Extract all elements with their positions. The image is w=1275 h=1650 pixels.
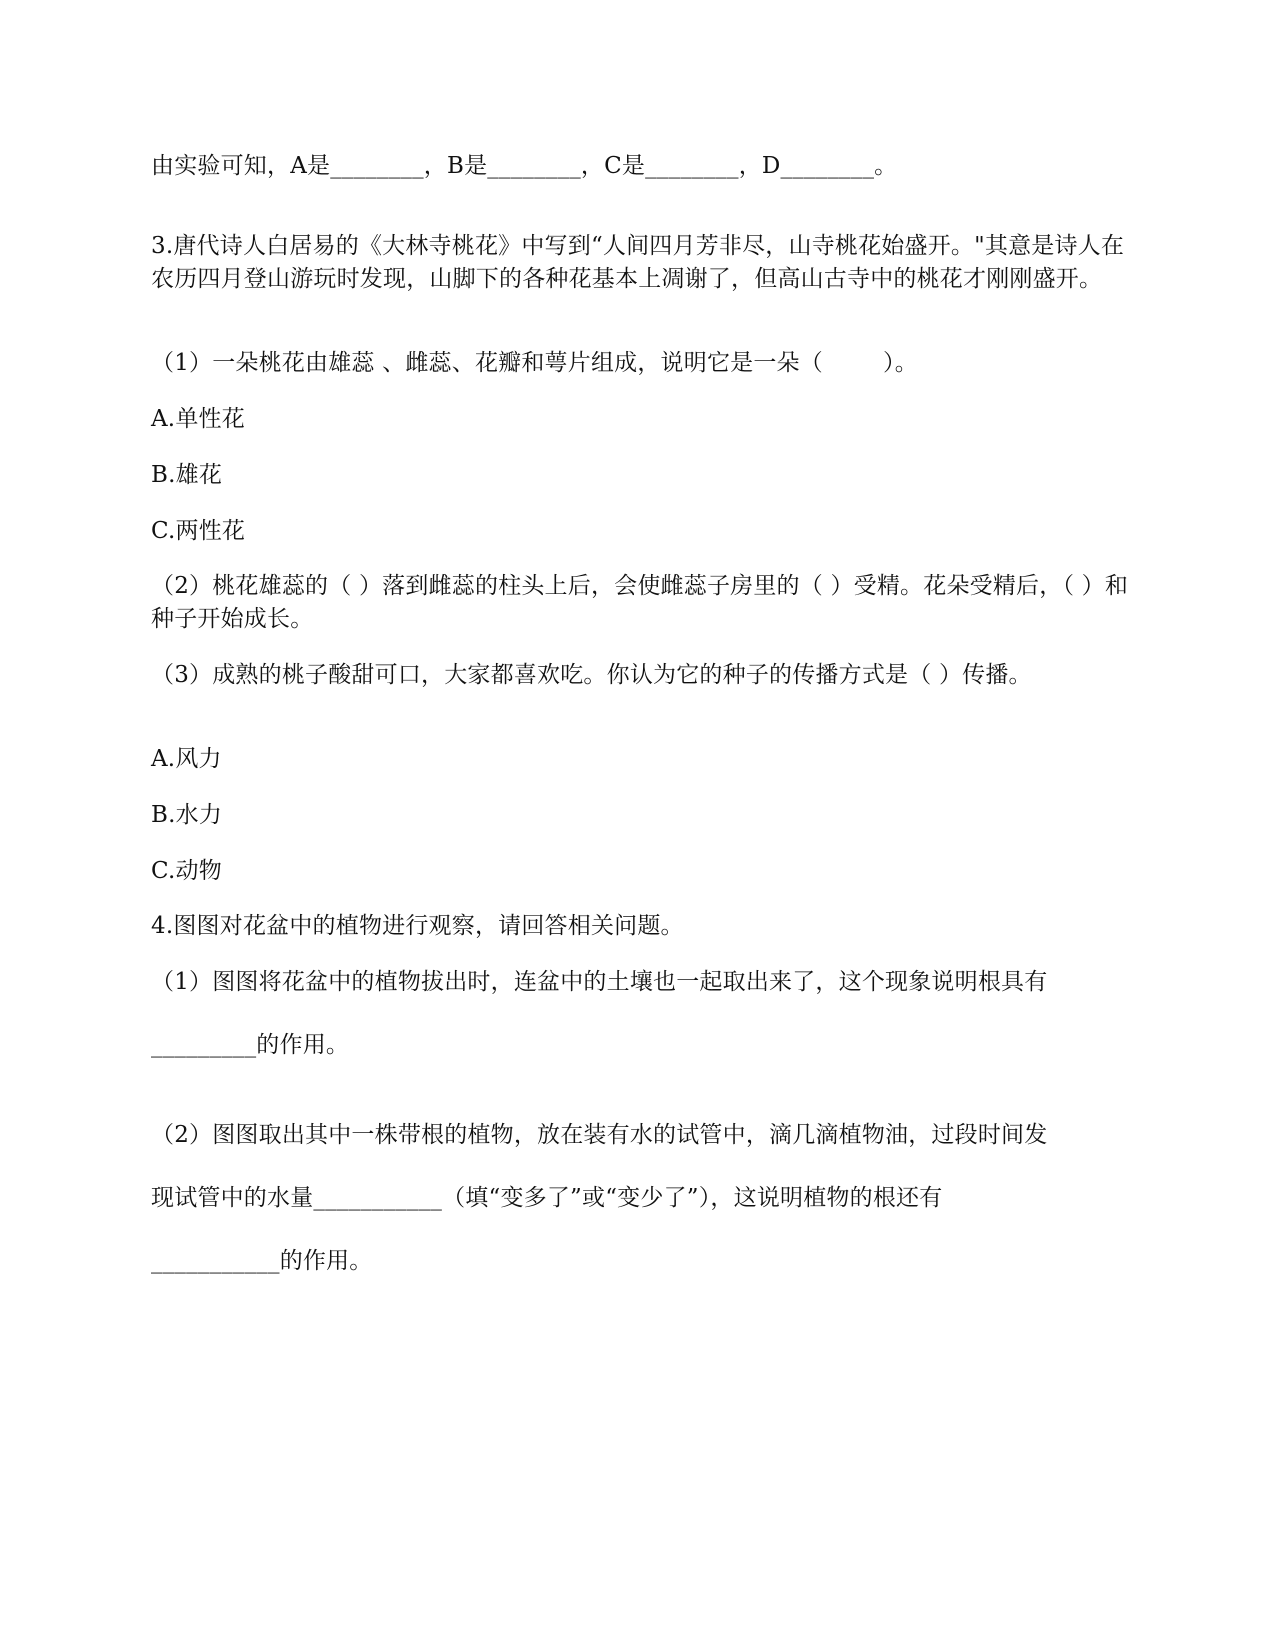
- q3-part3-option-a: A.风力: [151, 746, 222, 772]
- q3-part1-question: （1）一朵桃花由雄蕊 、雌蕊、花瓣和萼片组成，说明它是一朵（ ）。: [151, 350, 918, 376]
- q3-part2-question: （2）桃花雄蕊的（ ）落到雌蕊的柱头上后，会使雌蕊子房里的（ ）受精。花朵受精后，（ ）和种子开始成长。: [151, 573, 1129, 632]
- q3-part1-option-b: B.雄花: [151, 462, 223, 488]
- q2-conclusion-line: 由实验可知，A是________，B是________，C是________，D________。: [151, 153, 898, 179]
- q3-part3-option-c: C.动物: [151, 858, 222, 884]
- q4-part2-line1: （2）图图取出其中一株带根的植物，放在装有水的试管中，滴几滴植物油，过段时间发: [151, 1122, 1048, 1148]
- q3-part1-option-a: A.单性花: [151, 406, 245, 432]
- q4-part1-line1: （1）图图将花盆中的植物拔出时，连盆中的土壤也一起取出来了，这个现象说明根具有: [151, 969, 1048, 995]
- q3-part1-option-c: C.两性花: [151, 518, 246, 544]
- q4-part1-line2: _________的作用。: [151, 1032, 350, 1058]
- q3-part3-option-b: B.水力: [151, 802, 223, 828]
- q3-stem: 3.唐代诗人白居易的《大林寺桃花》中写到“人间四月芳非尽，山寺桃花始盛开。"其意是诗人在农历四月登山游玩时发现，山脚下的各种花基本上凋谢了，但高山古寺中的桃花才刚刚盛开。: [151, 233, 1125, 292]
- q4-stem: 4.图图对花盆中的植物进行观察，请回答相关问题。: [151, 913, 684, 939]
- q3-part3-question: （3）成熟的桃子酸甜可口，大家都喜欢吃。你认为它的种子的传播方式是（ ）传播。: [151, 662, 1032, 688]
- q4-part2-line3: ___________的作用。: [151, 1248, 373, 1274]
- q4-part2-line2: 现试管中的水量___________（填“变多了”或“变少了”），这说明植物的根还有: [151, 1185, 943, 1211]
